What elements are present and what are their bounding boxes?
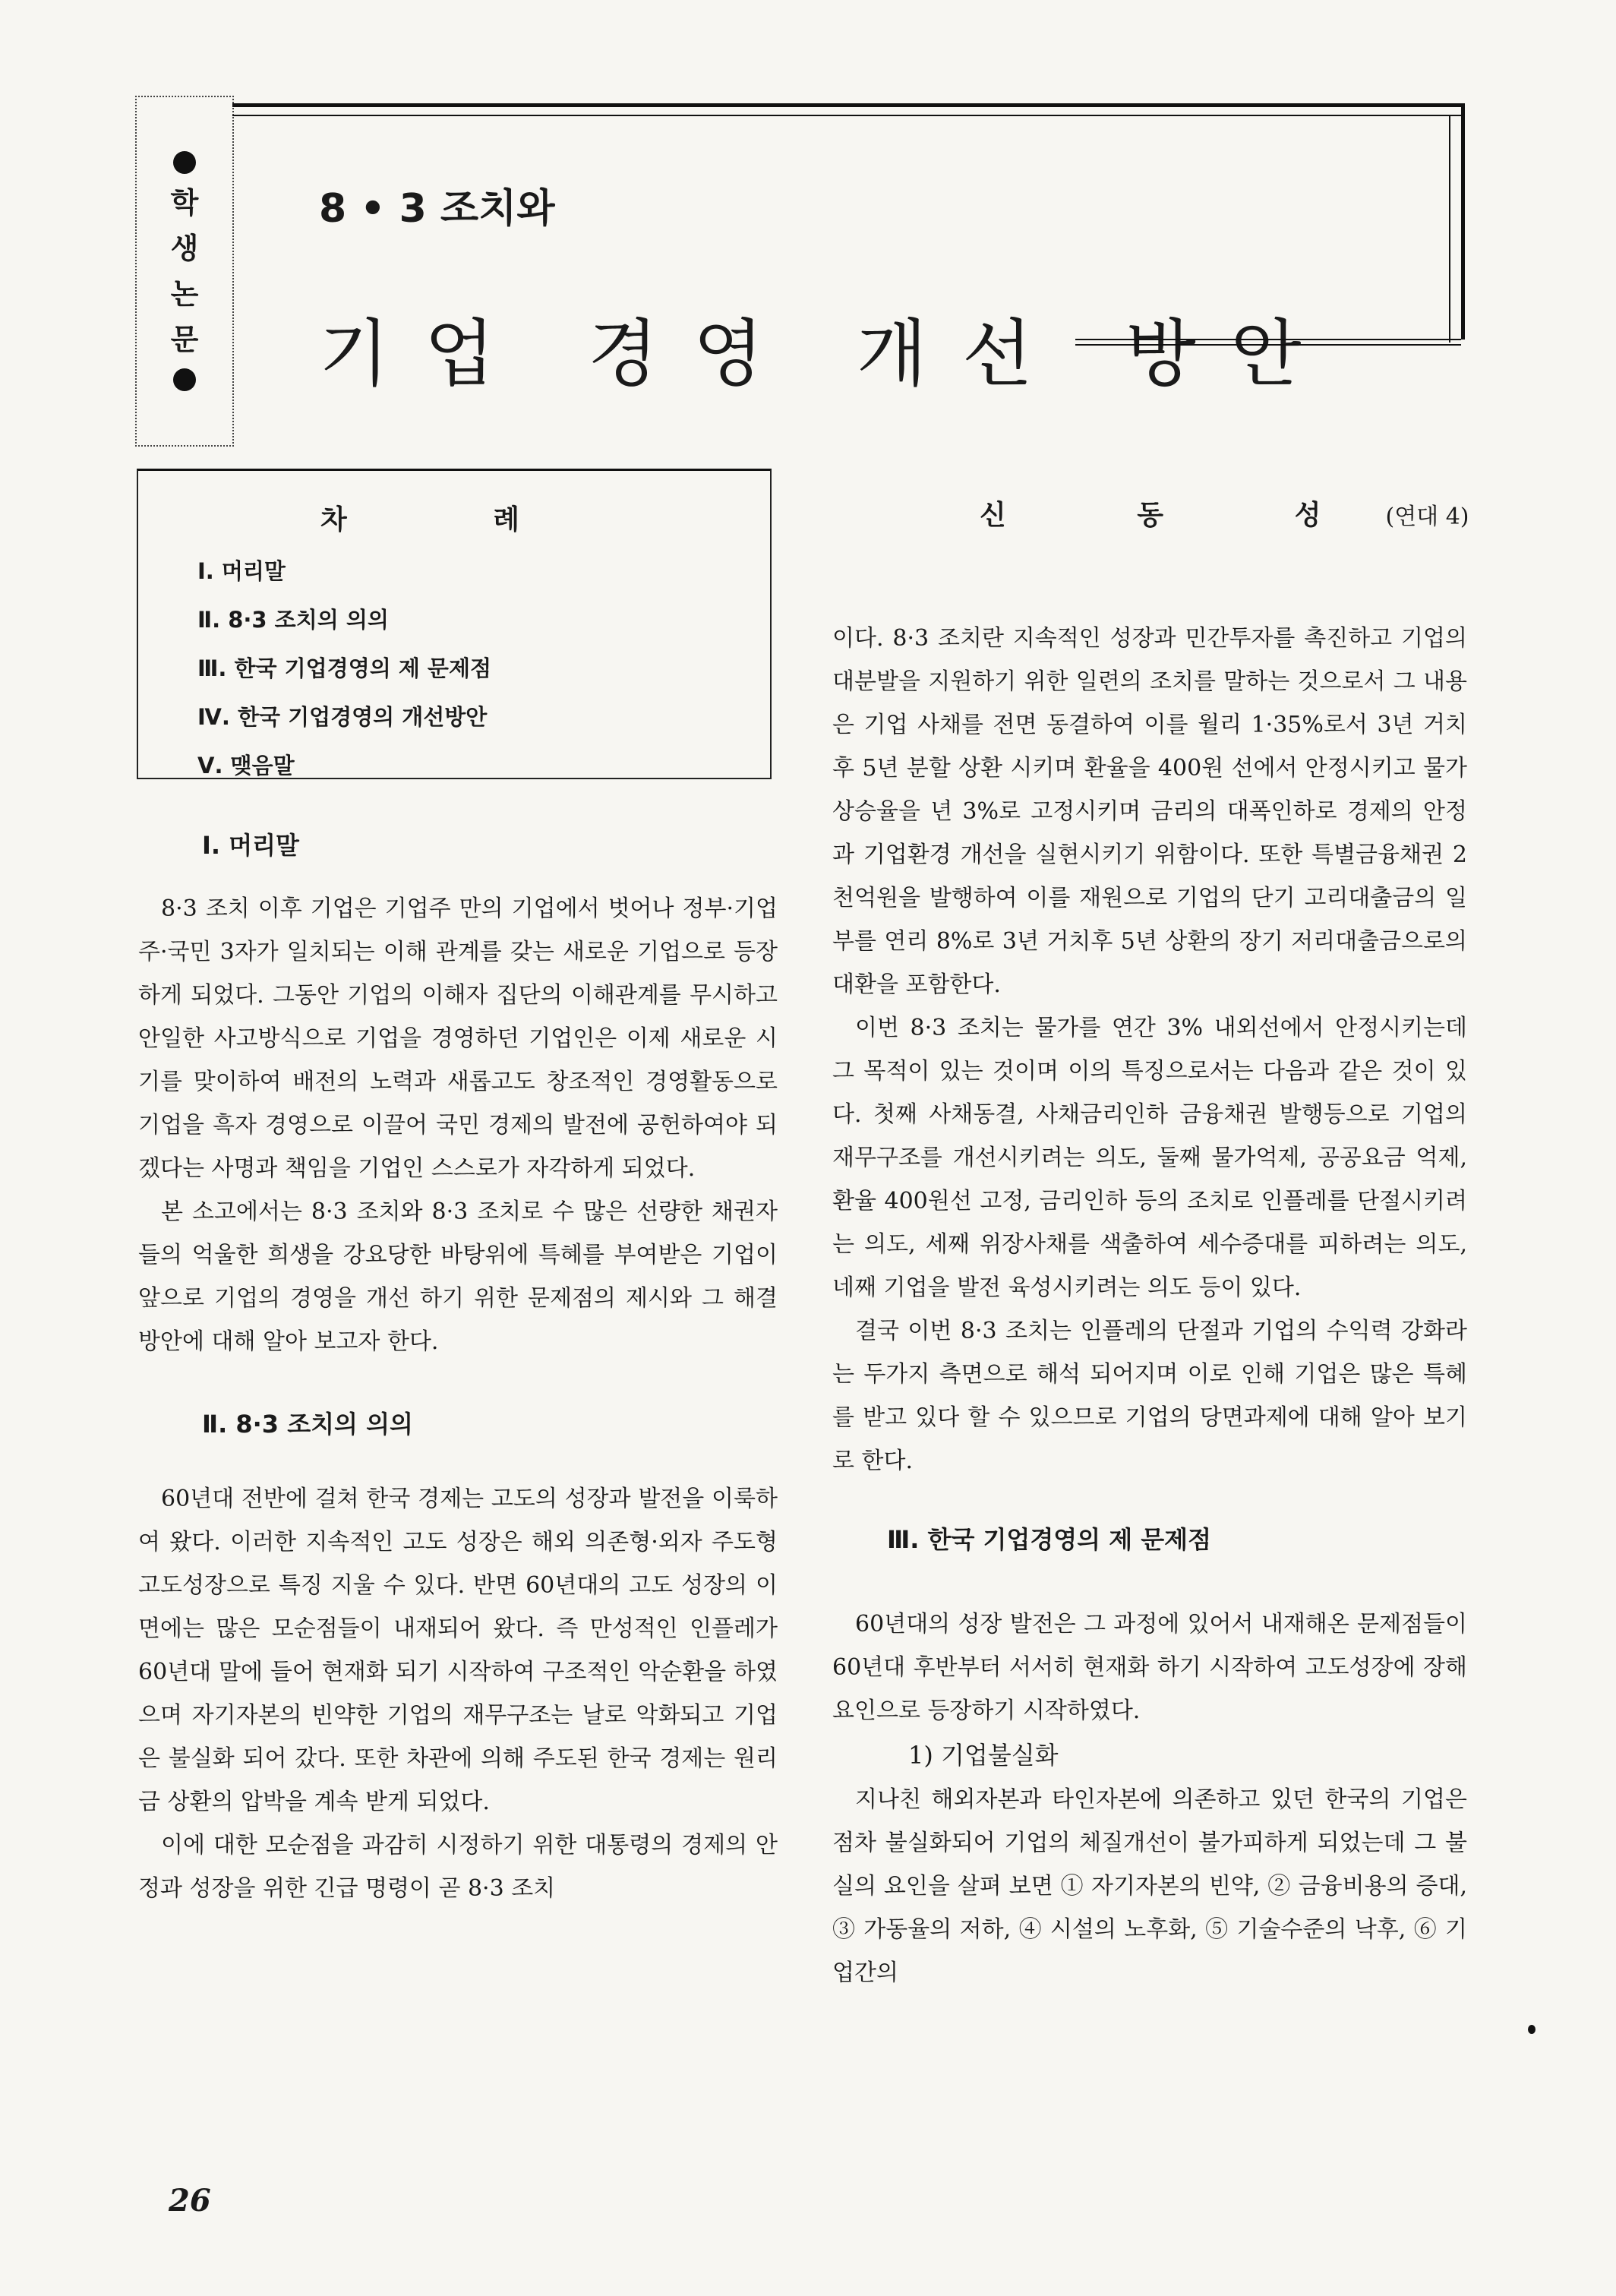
series-label [171, 185, 199, 358]
paragraph: 60년대의 성장 발전은 그 과정에 있어서 내재해온 문제점들이 60년대 후반부터 서서히 현재화 하기 시작하여 고도성장에 장해 요인으로 등장하기 시작하였다. [832, 1611, 1467, 1724]
page-title: 기업 경영 개선 방안 [319, 311, 1337, 396]
toc-item: Ⅳ. 한국 기업경영의 개선방안 [197, 704, 488, 730]
margin-mark [1528, 2025, 1536, 2034]
title-rule [1075, 339, 1461, 346]
toc-list [197, 547, 491, 790]
paragraph: 이번 8·3 조치는 물가를 연간 3% 내외선에서 안정시키는데 그 목적이 있는 것이며 이의 특징으로서는 다음과 같은 것이 있다. 첫째 사채동결, 사채금리인하 금융채권 발행등으로 기업의 재무구조를 개선시키려는 의도, 둘째 물가억제, 공공요금 억제, 환율 400원선 고정, 금리인하 등의 조치로 인플레를 단절시키려는 의도, 세째 위장사채를 색출하여 세수증대를 피하려는 의도, 네째 기업을 발전 육성시키려는 의도 등이 있다. [832, 1015, 1467, 1301]
bullet-icon [173, 151, 196, 174]
author-affiliation: (연대 4) [1385, 504, 1469, 530]
author-byline [980, 494, 1469, 532]
toc-heading: 차 례 [320, 504, 589, 535]
series-label-box [135, 96, 234, 447]
paragraph: 결국 이번 8·3 조치는 인플레의 단절과 기업의 수익력 강화라는 두가지 측면으로 해석 되어지며 이로 인해 기업은 많은 특혜를 받고 있다 할 수 있으므로 기업의 당면과제에 대해 알아 보기로 한다. [832, 1318, 1467, 1474]
author-name: 신 동 성 [980, 500, 1382, 531]
paragraph: 이에 대한 모순점을 과감히 시정하기 위한 대통령의 경제의 안정과 성장을 위한 긴급 명령이 곧 8·3 조치 [138, 1832, 778, 1902]
page-number: 26 [169, 2183, 211, 2219]
section-heading: Ⅲ. 한국 기업경영의 제 문제점 [887, 1525, 1212, 1554]
paragraph: 8·3 조치 이후 기업은 기업주 만의 기업에서 벗어나 정부·기업주·국민 3자가 일치되는 이해 관계를 갖는 새로운 기업으로 등장하게 되었다. 그동안 기업의 이해자 집단의 이해관계를 무시하고 안일한 사고방식으로 기업을 경영하던 기업인은 이제 새로운 시기를 맞이하여 배전의 노력과 새롭고도 창조적인 경영활동으로 기업을 흑자 경영으로 이끌어 국민 경제의 발전에 공헌하여야 되겠다는 사명과 책임을 기업인 스스로가 자각하게 되었다. [138, 895, 778, 1182]
series-label-char: 문 [170, 323, 199, 356]
toc-item: Ⅱ. 8·3 조치의 의의 [197, 607, 389, 633]
series-label-char: 생 [170, 232, 199, 265]
table-of-contents [137, 469, 772, 779]
title-line-1: 8 • 3 조치와 [319, 186, 555, 232]
series-label-char: 학 [170, 186, 199, 219]
section-heading: Ⅰ. 머리말 [202, 831, 299, 860]
toc-item: Ⅰ. 머리말 [197, 558, 286, 584]
paragraph: 지나친 해외자본과 타인자본에 의존하고 있던 한국의 기업은 점차 불실화되어 기업의 체질개선이 불가피하게 되었는데 그 불실의 요인을 살펴 보면 ① 자기자본의 빈약, ② 금융비용의 증대, ③ 가동율의 저하, ④ 시설의 노후화, ⑤ 기술수준의 낙후, ⑥ 기업간의 [832, 1786, 1467, 1986]
paragraph: 본 소고에서는 8·3 조치와 8·3 조치로 수 많은 선량한 채권자들의 억울한 희생을 강요당한 바탕위에 특혜를 부여받은 기업이 앞으로 기업의 경영을 개선 하기 위한 문제점의 제시와 그 해결 방안에 대해 알아 보고자 한다. [138, 1199, 778, 1355]
bullet-icon [173, 368, 196, 391]
toc-item: Ⅲ. 한국 기업경영의 제 문제점 [197, 655, 491, 681]
paragraph: 60년대 전반에 걸쳐 한국 경제는 고도의 성장과 발전을 이룩하여 왔다. 이러한 지속적인 고도 성장은 해외 의존형·외자 주도형 고도성장으로 특징 지울 수 있다. 반면 60년대의 고도 성장의 이면에는 많은 모순점들이 내재되어 왔다. 즉 만성적인 인플레가 60년대 말에 들어 현재화 되기 시작하여 구조적인 악순환을 하였으며 자기자본의 빈약한 기업의 재무구조는 날로 악화되고 기업은 불실화 되어 갔다. 또한 차관에 의해 주도된 한국 경제는 원리금 상환의 압박을 계속 받게 되었다. [138, 1486, 778, 1815]
section-heading: Ⅱ. 8·3 조치의 의의 [202, 1410, 413, 1439]
toc-item: Ⅴ. 맺음말 [197, 753, 295, 778]
right-column [832, 617, 1467, 1994]
series-label-char: 논 [170, 277, 199, 311]
paragraph: 이다. 8·3 조치란 지속적인 성장과 민간투자를 촉진하고 기업의 대분발을 지원하기 위한 일련의 조치를 말하는 것으로서 그 내용은 기업 사채를 전면 동결하여 이를 월리 1·35%로서 3년 거치후 5년 분할 상환 시키며 환율을 400원 선에서 안정시키고 물가 상승율을 년 3%로 고정시키며 금리의 대폭인하로 경제의 안정과 기업환경 개선을 실현시키기 위함이다. 또한 특별금융채권 2천억원을 발행하여 이를 재원으로 기업의 단기 고리대출금의 일부를 연리 8%로 3년 거치후 5년 상환의 장기 저리대출금으로의 대환을 포함한다. [832, 625, 1467, 998]
left-column [138, 804, 778, 1910]
subsection-heading: 1) 기업불실화 [908, 1741, 1059, 1770]
